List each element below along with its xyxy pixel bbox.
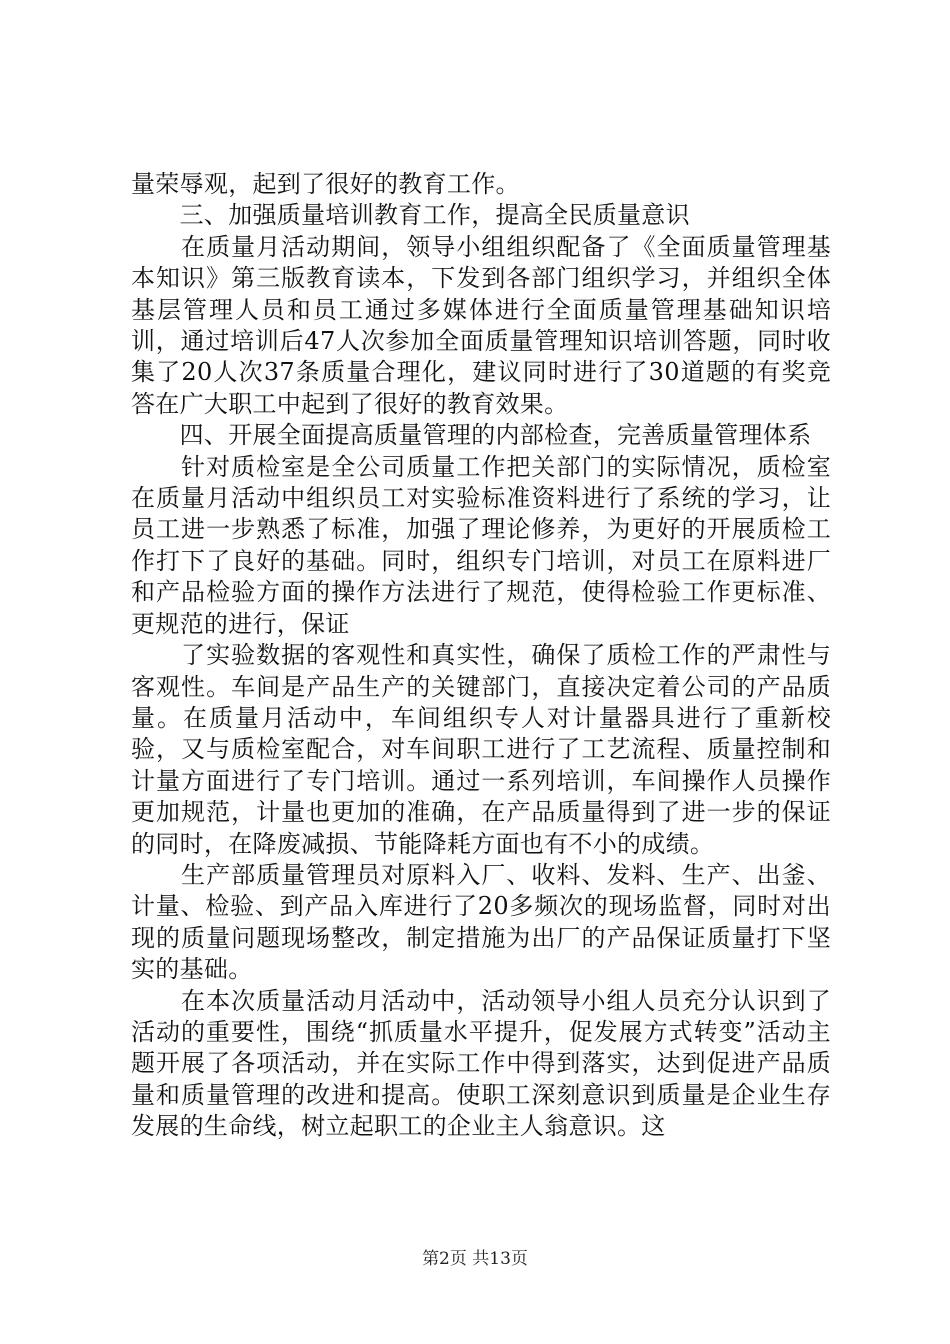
paragraph: 在质量月活动期间，领导小组组织配备了《全面质量管理基本知识》第三版教育读本，下发到各部门组织学习，并组织全体基层管理人员和员工通过多媒体进行全面质量管理基础知识培训，通过培训后47人次参加全面质量管理知识培训答题，同时收集了20人次37条质量合理化，建议同时进行了30道题的有奖竞答在广大职工中起到了很好的教育效果。 xyxy=(131,232,831,418)
paragraph: 了实验数据的客观性和真实性，确保了质检工作的严肃性与客观性。车间是产品生产的关键部门，直接决定着公司的产品质量。在质量月活动中，车间组织专人对计量器具进行了重新校验，又与质检室配合，对车间职工进行了工艺流程、质量控制和计量方面进行了专门培训。通过一系列培训，车间操作人员操作更加规范，计量也更加的准确，在产品质量得到了进一步的保证的同时，在降废减损、节能降耗方面也有不小的成绩。 xyxy=(131,641,831,858)
document-body xyxy=(131,169,831,1143)
section-heading-4: 四、开展全面提高质量管理的内部检查，完善质量管理体系 xyxy=(131,421,812,450)
paragraph: 在本次质量活动月活动中，活动领导小组人员充分认识到了活动的重要性，围绕“抓质量水平提升，促发展方式转变”活动主题开展了各项活动，并在实际工作中得到落实，达到促进产品质量和质量管理的改进和提高。使职工深刻意识到质量是企业生存发展的生命线，树立起职工的企业主人翁意识。这 xyxy=(131,986,831,1141)
section-heading-3: 三、加强质量培训教育工作，提高全民质量意识 xyxy=(131,201,690,230)
paragraph-continuation: 量荣辱观，起到了很好的教育工作。 xyxy=(131,170,520,198)
paragraph: 生产部质量管理员对原料入厂、收料、发料、生产、出釜、计量、检验、到产品入库进行了20多频次的现场监督，同时对出现的质量问题现场整改，制定措施为出厂的产品保证质量打下坚实的基础。 xyxy=(131,860,831,984)
paragraph: 针对质检室是全公司质量工作把关部门的实际情况，质检室在质量月活动中组织员工对实验标准资料进行了系统的学习，让员工进一步熟悉了标准，加强了理论修养，为更好的开展质检工作打下了良好的基础。同时，组织专门培训，对员工在原料进厂和产品检验方面的操作方法进行了规范，使得检验工作更标准、更规范的进行，保证 xyxy=(131,452,831,638)
page-number-footer: 第2页 共13页 xyxy=(422,1249,528,1269)
